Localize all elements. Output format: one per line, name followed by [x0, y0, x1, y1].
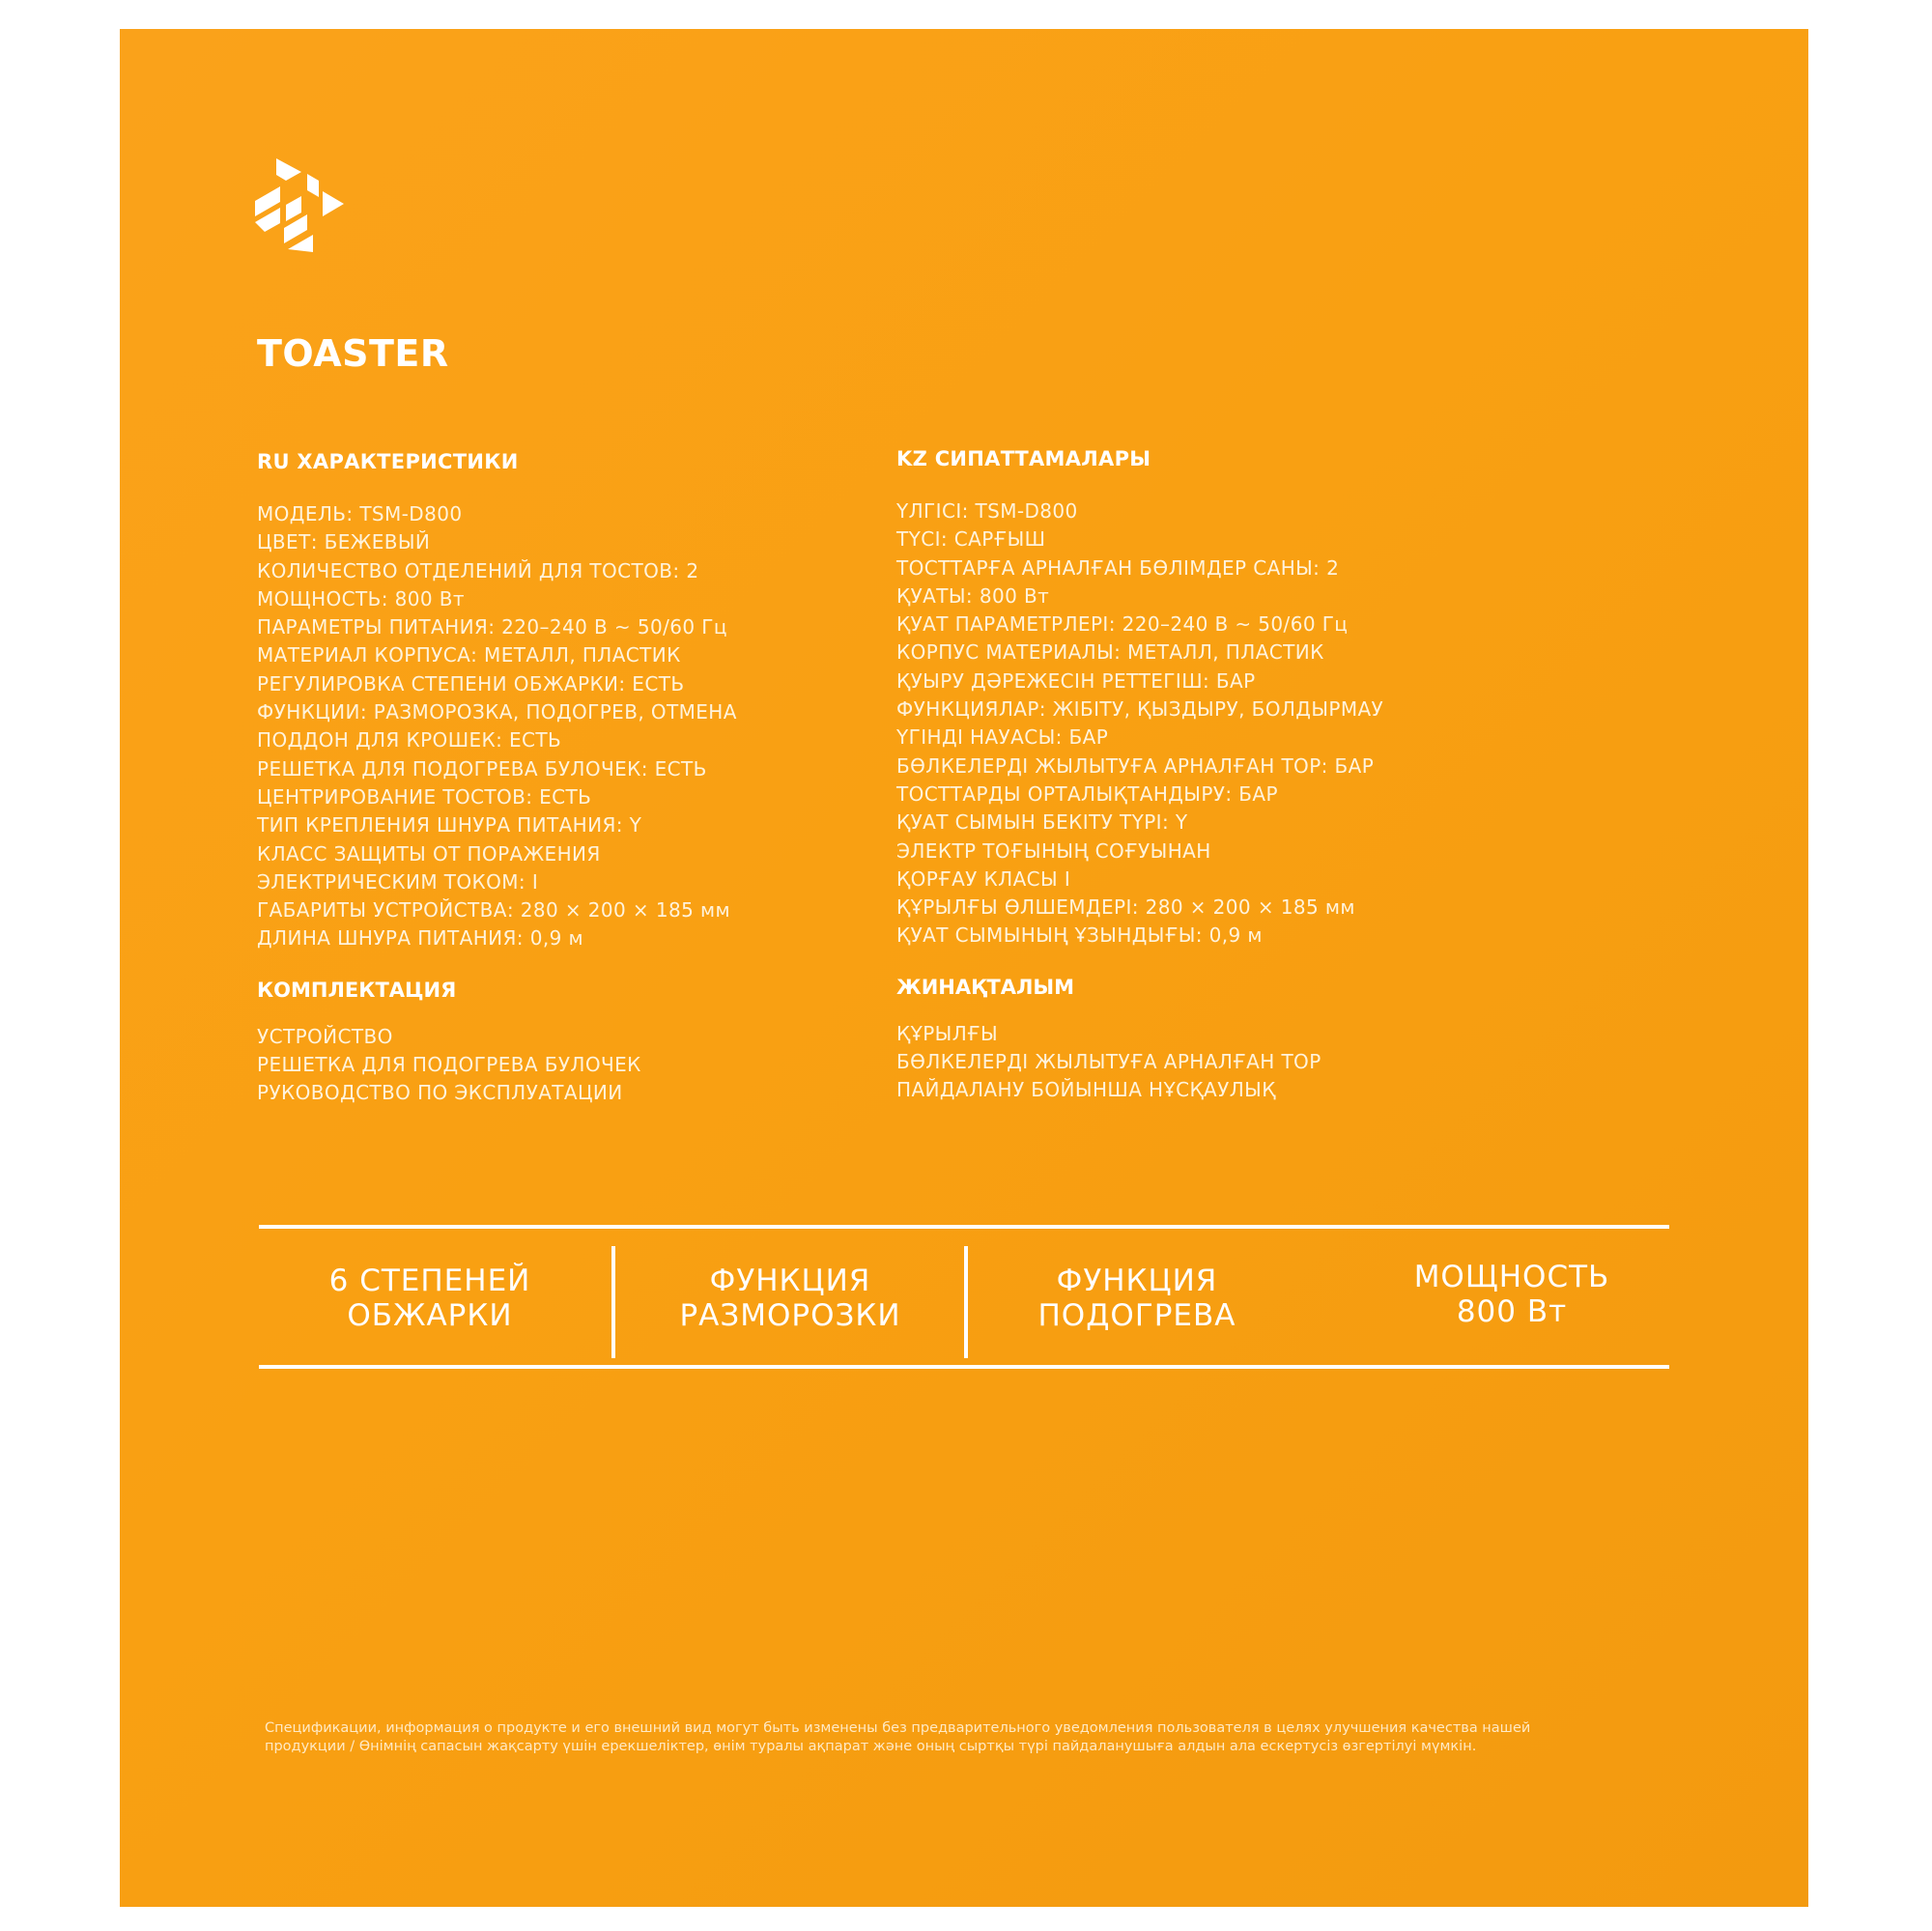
spec-line: РЕГУЛИРОВКА СТЕПЕНИ ОБЖАРКИ: ЕСТЬ: [257, 671, 685, 696]
spec-line: ФУНКЦИИ: РАЗМОРОЗКА, ПОДОГРЕВ, ОТМЕНА: [257, 700, 737, 724]
feature-reheat: [982, 1264, 1292, 1333]
spec-line: ДЛИНА ШНУРА ПИТАНИЯ: 0,9 м: [257, 926, 583, 951]
spec-line: ҚОРҒАУ КЛАСЫ I: [896, 866, 1071, 891]
feature-line: ФУНКЦИЯ: [1056, 1264, 1218, 1298]
spec-line: ҚУАТ СЫМЫНЫҢ ҰЗЫНДЫҒЫ: 0,9 м: [896, 923, 1263, 948]
feature-line: РАЗМОРОЗКИ: [679, 1298, 901, 1333]
spec-line: ЦЕНТРИРОВАНИЕ ТОСТОВ: ЕСТЬ: [257, 784, 592, 809]
spec-line: ТОСТТАРҒА АРНАЛҒАН БӨЛІМДЕР САНЫ: 2: [896, 555, 1340, 580]
kit-line: ПАЙДАЛАНУ БОЙЫНША НҰСҚАУЛЫҚ: [896, 1078, 1276, 1102]
kit-line: РЕШЕТКА ДЛЯ ПОДОГРЕВА БУЛОЧЕК: [257, 1053, 641, 1077]
feature-divider: [964, 1246, 968, 1358]
spec-line: ҚҰРЫЛҒЫ ӨЛШЕМДЕРІ: 280 × 200 × 185 мм: [896, 895, 1355, 920]
spec-line: ТИП КРЕПЛЕНИЯ ШНУРА ПИТАНИЯ: Y: [257, 813, 642, 838]
spec-line: ҚУАТ ПАРАМЕТРЛЕРІ: 220–240 В ~ 50/60 Гц: [896, 612, 1349, 637]
feature-line: МОЩНОСТЬ: [1413, 1260, 1610, 1294]
feature-roast-levels: [275, 1264, 584, 1333]
features-band-bottom-rule: [259, 1365, 1669, 1369]
feature-line: ОБЖАРКИ: [347, 1298, 513, 1333]
feature-line: 6 СТЕПЕНЕЙ: [328, 1264, 531, 1298]
spec-line: ТОСТТАРДЫ ОРТАЛЫҚТАНДЫРУ: БАР: [896, 781, 1278, 806]
spec-line: ҮГІНДІ НАУАСЫ: БАР: [896, 725, 1109, 750]
feature-line: 800 Вт: [1456, 1294, 1568, 1329]
spec-line: ҚУАТЫ: 800 Вт: [896, 583, 1050, 608]
spec-line: ГАБАРИТЫ УСТРОЙСТВА: 280 × 200 × 185 мм: [257, 898, 730, 923]
spec-line: МОЩНОСТЬ: 800 Вт: [257, 586, 465, 611]
spec-line: МОДЕЛЬ: TSM-D800: [257, 502, 463, 525]
spec-line: ЦВЕТ: БЕЖЕВЫЙ: [257, 530, 431, 554]
product-title: TOASTER: [257, 332, 449, 375]
feature-line: ПОДОГРЕВА: [1037, 1298, 1236, 1333]
legal-disclaimer: Спецификации, информация о продукте и его внешний вид могут быть изменены без предварительного уведомления пользователя в целях улучшения качества нашей продукции / Өнімнің сапасын жақсарту үшін ерекшеліктер, өнім туралы ақпарат және оның сыртқы түрі пайдаланушыға алдын ала ескертусіз өзгертілуі мүмкін.: [265, 1720, 1531, 1754]
spec-line: ПАРАМЕТРЫ ПИТАНИЯ: 220–240 В ~ 50/60 Гц: [257, 615, 727, 639]
kit-line: УСТРОЙСТВО: [257, 1024, 393, 1048]
kit-line: РУКОВОДСТВО ПО ЭКСПЛУАТАЦИИ: [257, 1081, 623, 1105]
spec-line: ЭЛЕКТРИЧЕСКИМ ТОКОМ: I: [257, 869, 539, 894]
features-band-top-rule: [259, 1225, 1669, 1229]
spec-line: ТҮСІ: САРҒЫШ: [896, 527, 1046, 552]
feature-divider: [611, 1246, 615, 1358]
spec-line: РЕШЕТКА ДЛЯ ПОДОГРЕВА БУЛОЧЕК: ЕСТЬ: [257, 756, 707, 781]
spec-line: БӨЛКЕЛЕРДІ ЖЫЛЫТУҒА АРНАЛҒАН ТОР: БАР: [896, 753, 1375, 778]
spec-line: ПОДДОН ДЛЯ КРОШЕК: ЕСТЬ: [257, 728, 562, 753]
spec-line: ҮЛГІСІ: TSM-D800: [896, 499, 1078, 523]
spec-line: КОЛИЧЕСТВО ОТДЕЛЕНИЙ ДЛЯ ТОСТОВ: 2: [257, 558, 699, 582]
spec-line: КЛАСС ЗАЩИТЫ ОТ ПОРАЖЕНИЯ: [257, 841, 601, 866]
spec-line: КОРПУС МАТЕРИАЛЫ: МЕТАЛЛ, ПЛАСТИК: [896, 640, 1324, 665]
spec-line: ЭЛЕКТР ТОҒЫНЫҢ СОҒУЫНАН: [896, 838, 1211, 863]
kz-specs-column: [896, 447, 1534, 1105]
spec-line: МАТЕРИАЛ КОРПУСА: МЕТАЛЛ, ПЛАСТИК: [257, 643, 681, 667]
spec-line: ҚУАТ СЫМЫН БЕКІТУ ТҮРІ: Y: [896, 810, 1188, 835]
feature-line: ФУНКЦИЯ: [709, 1264, 871, 1298]
kit-line: ҚҰРЫЛҒЫ: [896, 1021, 999, 1045]
ru-specs-heading: RU ХАРАКТЕРИСТИКИ: [257, 450, 519, 473]
kz-kit-heading: ЖИНАҚТАЛЫМ: [896, 975, 1075, 999]
kit-line: БӨЛКЕЛЕРДІ ЖЫЛЫТУҒА АРНАЛҒАН ТОР: [896, 1050, 1321, 1074]
brand-logo-icon: [251, 155, 348, 255]
ru-kit-heading: КОМПЛЕКТАЦИЯ: [257, 978, 457, 1002]
ru-kit-list: [257, 1023, 895, 1108]
kz-kit-list: [896, 1020, 1534, 1105]
ru-specs-column: [257, 450, 895, 1108]
feature-defrost: [636, 1264, 945, 1333]
ru-specs-list: [257, 500, 895, 953]
kz-specs-heading: KZ СИПАТТАМАЛАРЫ: [896, 447, 1151, 470]
feature-power: [1357, 1260, 1666, 1329]
kz-specs-list: [896, 497, 1534, 951]
spec-line: ҚУЫРУ ДӘРЕЖЕСІН РЕТТЕГІШ: БАР: [896, 668, 1256, 693]
spec-line: ФУНКЦИЯЛАР: ЖІБІТУ, ҚЫЗДЫРУ, БОЛДЫРМАУ: [896, 697, 1384, 722]
